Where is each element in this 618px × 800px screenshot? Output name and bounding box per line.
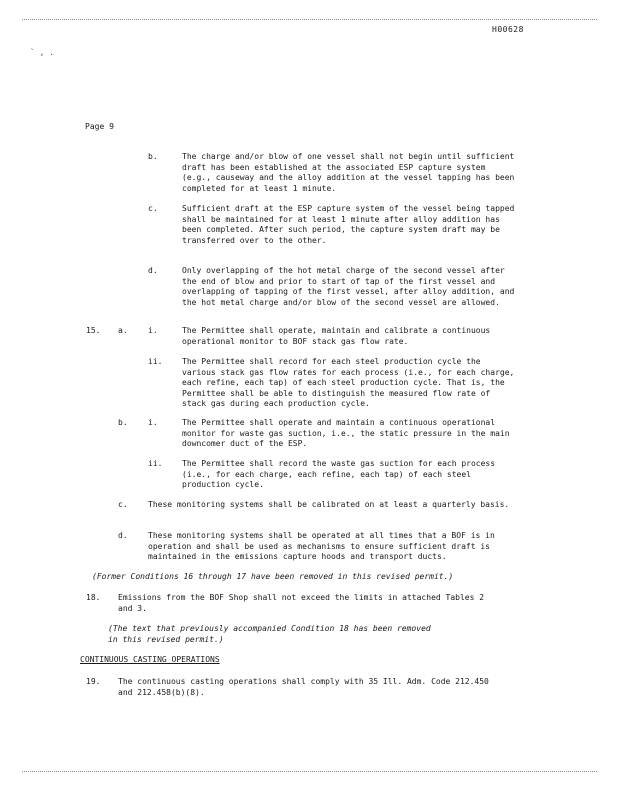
item-text-15c: These monitoring systems shall be calibrated on at least a quarterly basis.: [148, 500, 510, 509]
item-text-15d: These monitoring systems shall be operated at all times that a BOF is in operation and shall be used as mechanisms to ensure sufficient draft is maintained in the emissions capture hoods and transport ducts.: [148, 531, 495, 561]
item-text-15b-i: The Permittee shall operate and maintain a continuous operational monitor for waste gas suction, i.e., the static pressure in the main downcomer duct of the ESP.: [182, 418, 510, 448]
item-text-d: Only overlapping of the hot metal charge of the second vessel after the end of blow and prior to start of tap of the first vessel and overlapping of tapping of the first vessel, after alloy addition, and the hot metal charge and/or blow of the second vessel are allowed.: [182, 266, 515, 307]
condition-number-15: 15.: [86, 326, 101, 335]
condition-number-18: 18.: [86, 593, 101, 602]
page-label: Page 9: [85, 122, 114, 131]
scan-noise-bottom: [22, 771, 597, 772]
item-label-15b: b.: [118, 418, 128, 427]
item-label-b: b.: [148, 152, 158, 161]
item-sub-15b-i: i.: [148, 418, 158, 427]
item-text-15a-ii: The Permittee shall record for each steel production cycle the various stack gas flow rates for each process (i.e., for each charge, each refine, each tap) of each steel production cycle. That is, the Permittee shall be able to distinguish the measured flow rate of stack gas during each production cycle.: [182, 357, 515, 408]
section-heading: CONTINUOUS CASTING OPERATIONS: [80, 655, 220, 664]
scan-specks: ` , .: [30, 48, 55, 57]
item-sub-15b-ii: ii.: [148, 459, 163, 468]
item-text-15a-i: The Permittee shall operate, maintain and calibrate a continuous operational monitor to BOF stack gas flow rate.: [182, 326, 491, 346]
item-label-15c: c.: [118, 500, 128, 509]
item-sub-15a-i: i.: [148, 326, 158, 335]
item-sub-15a-ii: ii.: [148, 357, 163, 366]
item-label-15a: a.: [118, 326, 128, 335]
item-label-c: c.: [148, 204, 158, 213]
item-label-d: d.: [148, 266, 158, 275]
condition-text-18: Emissions from the BOF Shop shall not exceed the limits in attached Tables 2 and 3.: [118, 593, 485, 613]
item-text-15b-ii: The Permittee shall record the waste gas suction for each process (i.e., for each charge, each refine, each tap) of each steel production cycle.: [182, 459, 496, 489]
item-text-c: Sufficient draft at the ESP capture system of the vessel being tapped shall be maintained for at least 1 minute after alloy addition has been completed. After such period, the capture system draft may be transferred over to the other.: [182, 204, 515, 245]
condition-number-19: 19.: [86, 677, 101, 686]
item-label-15d: d.: [118, 531, 128, 540]
scan-noise-top: [22, 19, 597, 20]
removed-conditions-note: (Former Conditions 16 through 17 have been removed in this revised permit.): [92, 572, 454, 581]
removed-text-note: (The text that previously accompanied Condition 18 has been removed in this revised permit.): [108, 624, 431, 644]
condition-text-19: The continuous casting operations shall comply with 35 Ill. Adm. Code 212.450 and 212.458(b)(8).: [118, 677, 489, 697]
item-text-b: The charge and/or blow of one vessel shall not begin until sufficient draft has been established at the associated ESP capture system (e.g., causeway and the alloy addition at the vessel tapping has been completed for at least 1 minute.: [182, 152, 515, 193]
bates-number: H00628: [492, 25, 524, 34]
